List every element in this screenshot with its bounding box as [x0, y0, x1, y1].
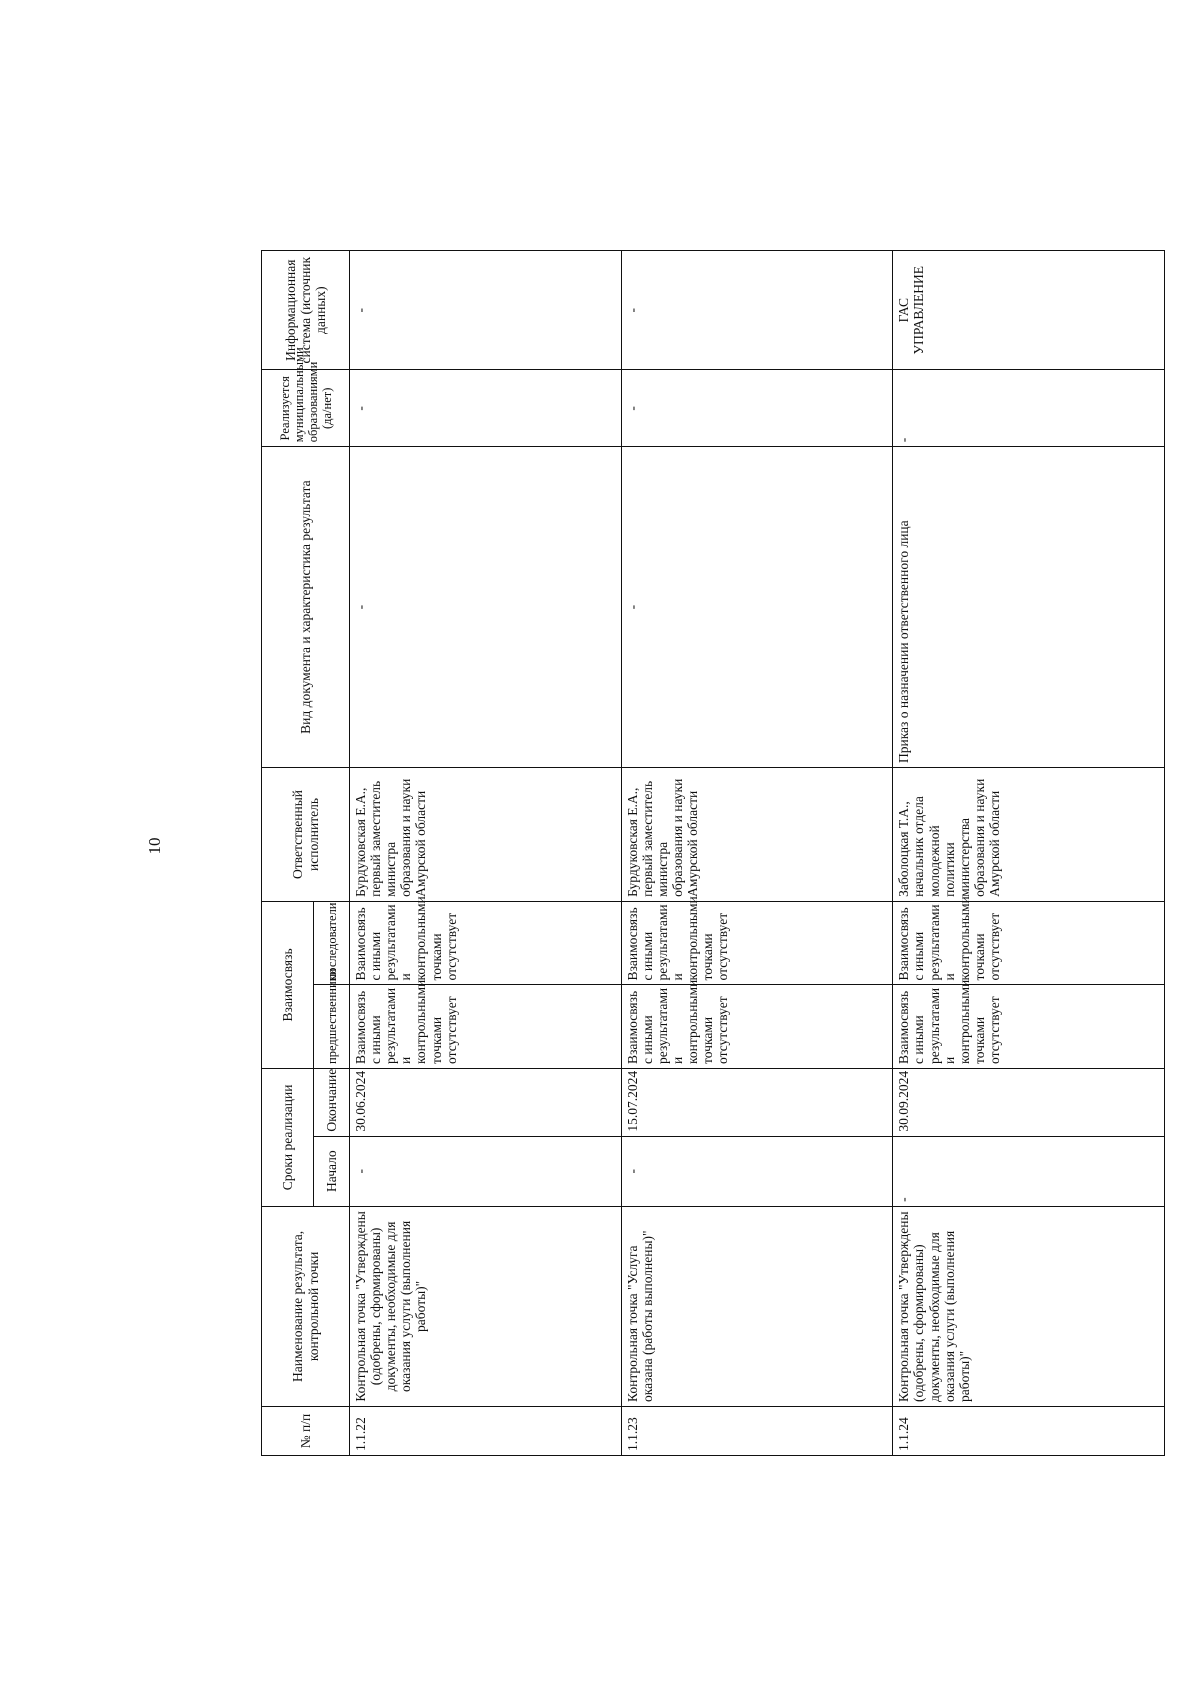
row-start: - — [621, 1136, 893, 1206]
row-municipal: - — [893, 370, 1165, 447]
row-doc: - — [350, 447, 622, 768]
row-num: 1.1.24 — [893, 1406, 1165, 1455]
header-name: Наименование результата, контрольной точки — [262, 1206, 350, 1406]
row-name: Контрольная точка "Утверждены (одобрены, сформированы) документы, необходимые для оказания услуги (выполнения работы)" — [893, 1206, 1165, 1406]
rotated-table-wrapper — [261, 250, 1165, 1456]
row-executor: Заболоцкая Т.А., начальник отдела молодежной политики министерства образования и науки Амурской области — [893, 768, 1165, 902]
row-num: 1.1.22 — [350, 1406, 622, 1455]
row-doc: - — [621, 447, 893, 768]
row-num: 1.1.23 — [621, 1406, 893, 1455]
row-start: - — [893, 1136, 1165, 1206]
row-municipal: - — [621, 370, 893, 447]
header-relation: Взаимосвязь — [262, 901, 314, 1068]
header-num: № п/п — [262, 1406, 350, 1455]
row-executor: Бурдуковская Е.А., первый заместитель министра образования и науки Амурской области — [621, 768, 893, 902]
header-doc: Вид документа и характеристика результата — [262, 447, 350, 768]
row-name: Контрольная точка "Услуга оказана (работы выполнены)" — [621, 1206, 893, 1406]
header-successors: последователи — [314, 901, 350, 985]
row-municipal: - — [350, 370, 622, 447]
row-info-system: - — [350, 251, 622, 370]
row-end: 15.07.2024 — [621, 1068, 893, 1136]
control-points-table — [261, 250, 1165, 1456]
header-municipal: Реализуется муниципальными образованиями (да/нет) — [262, 370, 350, 447]
row-successors: Взаимосвязь с иными результатами и контрольными точками отсутствует — [350, 901, 622, 985]
header-predecessors: предшественники — [314, 985, 350, 1069]
row-end: 30.06.2024 — [350, 1068, 622, 1136]
table-row — [621, 251, 893, 1456]
header-end: Окончание — [314, 1068, 350, 1136]
header-start: Начало — [314, 1136, 350, 1206]
header-row-1 — [262, 251, 314, 1456]
row-successors: Взаимосвязь с иными результатами и контрольными точками отсутствует — [893, 901, 1165, 985]
row-successors: Взаимосвязь с иными результатами и контрольными точками отсутствует — [621, 901, 893, 985]
row-executor: Бурдуковская Е.А., первый заместитель министра образования и науки Амурской области — [350, 768, 622, 902]
row-predecessors: Взаимосвязь с иными результатами и контрольными точками отсутствует — [350, 985, 622, 1069]
row-predecessors: Взаимосвязь с иными результатами и контрольными точками отсутствует — [621, 985, 893, 1069]
row-predecessors: Взаимосвязь с иными результатами и контрольными точками отсутствует — [893, 985, 1165, 1069]
row-start: - — [350, 1136, 622, 1206]
row-info-system: - — [621, 251, 893, 370]
row-name: Контрольная точка "Утверждены (одобрены, сформированы) документы, необходимые для оказания услуги (выполнения работы)" — [350, 1206, 622, 1406]
page-number: 10 — [145, 837, 164, 855]
row-info-system: ГАС УПРАВЛЕНИЕ — [893, 251, 1165, 370]
table-row — [350, 251, 622, 1456]
row-doc: Приказ о назначении ответственного лица — [893, 447, 1165, 768]
header-terms: Сроки реализации — [262, 1068, 314, 1206]
row-end: 30.09.2024 — [893, 1068, 1165, 1136]
table-row — [893, 251, 1165, 1456]
header-executor: Ответственный исполнитель — [262, 768, 350, 902]
header-info-system: Информационная система (источник данных) — [262, 251, 350, 370]
